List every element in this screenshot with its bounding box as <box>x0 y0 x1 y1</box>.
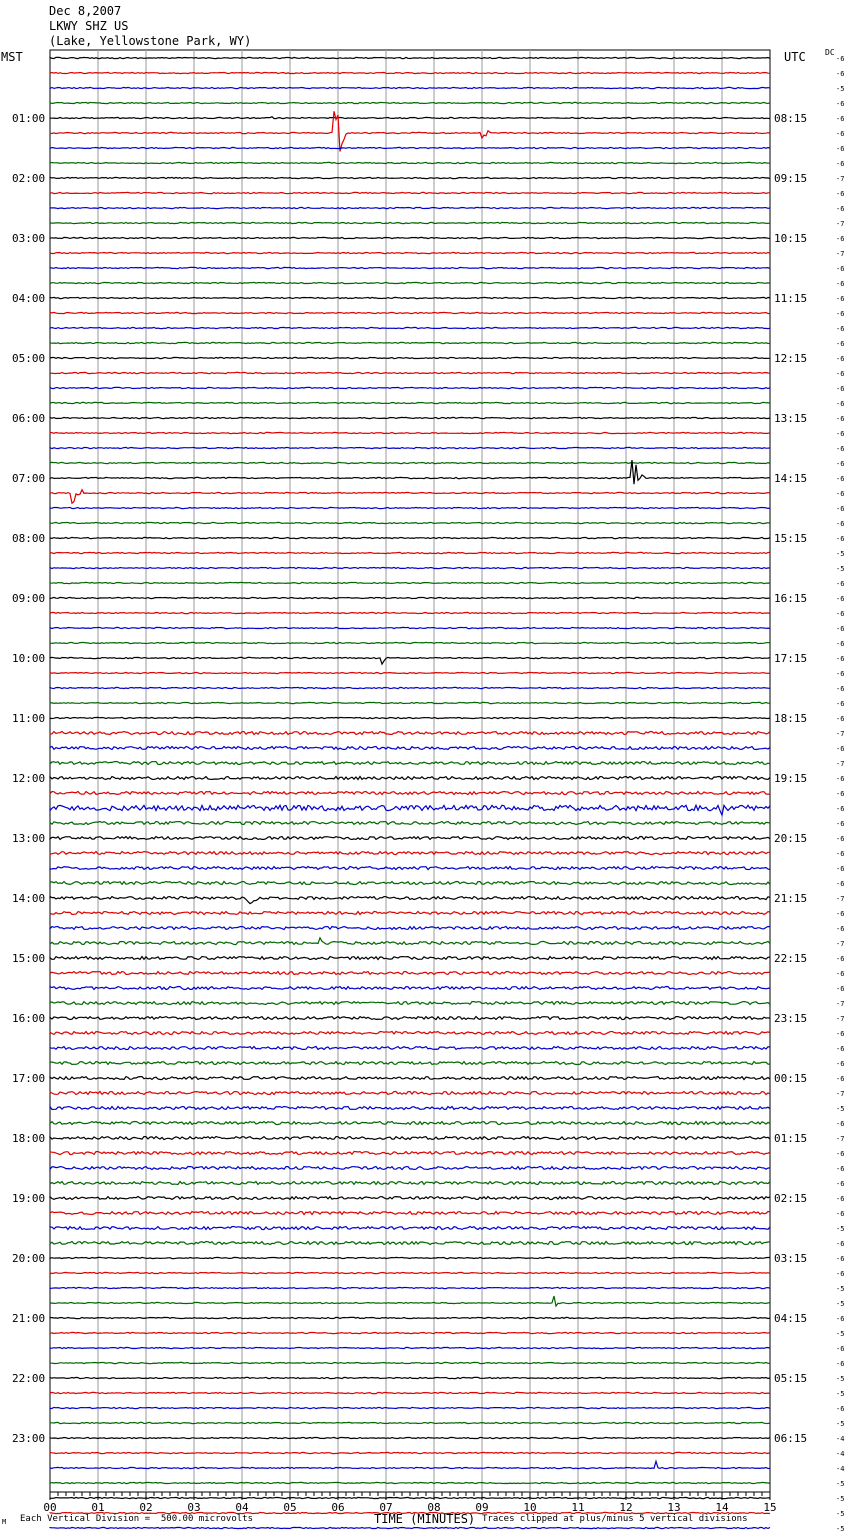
dc-offset-label: -6 <box>836 880 845 888</box>
plot-frame <box>50 50 770 1492</box>
dc-offset-label: -7 <box>836 1135 845 1143</box>
right-time-label: 02:15 <box>774 1192 808 1205</box>
seismic-trace <box>50 1527 770 1528</box>
seismic-trace <box>50 1167 770 1170</box>
left-time-label: 13:00 <box>12 832 46 845</box>
seismic-trace <box>50 402 770 403</box>
seismic-trace <box>50 522 770 523</box>
dc-offset-label: -6 <box>836 1255 845 1263</box>
dc-offset-label: -4 <box>836 1435 845 1443</box>
dc-offset-label: -6 <box>836 235 845 243</box>
dc-offset-label: -5 <box>836 565 845 573</box>
dc-offset-label: -5 <box>836 1420 845 1428</box>
x-tick-label: 00 <box>43 1501 57 1514</box>
left-time-label: 18:00 <box>12 1132 46 1145</box>
seismic-trace <box>50 432 770 433</box>
right-time-label: 20:15 <box>774 832 808 845</box>
right-time-label: 12:15 <box>774 352 808 365</box>
dc-offset-label: -5 <box>836 1480 845 1488</box>
seismic-trace <box>50 282 770 283</box>
left-time-label: 20:00 <box>12 1252 46 1265</box>
seismic-trace <box>50 1287 770 1288</box>
dc-offset-label: -6 <box>836 445 845 453</box>
seismic-trace <box>50 1377 770 1378</box>
dc-offset-label: -7 <box>836 1090 845 1098</box>
dc-offset-label: -6 <box>836 595 845 603</box>
clip-note: Traces clipped at plus/minus 5 vertical divisions <box>482 1514 748 1524</box>
dc-offset-label: -6 <box>836 535 845 543</box>
seismic-trace <box>50 237 770 238</box>
seismic-trace <box>50 897 770 904</box>
right-time-label: 01:15 <box>774 1132 808 1145</box>
left-time-label: 15:00 <box>12 952 46 965</box>
dc-offset-label: -6 <box>836 1165 845 1173</box>
dc-offset-label: -6 <box>836 205 845 213</box>
seismic-trace <box>50 357 770 358</box>
dc-offset-label: -6 <box>836 820 845 828</box>
dc-offset-label: -6 <box>836 490 845 498</box>
x-tick-label: 04 <box>235 1501 249 1514</box>
right-time-label: 03:15 <box>774 1252 808 1265</box>
seismic-trace <box>50 72 770 73</box>
seismic-trace <box>50 1227 770 1230</box>
seismic-trace <box>50 642 770 643</box>
dc-offset-label: -6 <box>836 160 845 168</box>
location-label: (Lake, Yellowstone Park, WY) <box>49 34 252 48</box>
seismic-trace <box>50 1407 770 1408</box>
right-time-label: 08:15 <box>774 112 808 125</box>
seismic-trace <box>50 1077 770 1080</box>
seismic-trace <box>50 717 770 718</box>
dc-offset-label: -6 <box>836 505 845 513</box>
left-time-label: 14:00 <box>12 892 46 905</box>
left-time-label: 08:00 <box>12 532 46 545</box>
seismic-trace <box>50 657 770 664</box>
seismic-trace <box>50 1017 770 1020</box>
dc-offset-label: -6 <box>836 430 845 438</box>
seismic-trace <box>50 1197 770 1200</box>
right-time-label: 05:15 <box>774 1372 808 1385</box>
seismic-trace <box>50 1257 770 1258</box>
seismic-trace <box>50 1032 770 1035</box>
dc-offset-label: -5 <box>836 1510 845 1518</box>
right-time-label: 14:15 <box>774 472 808 485</box>
dc-offset-label: -6 <box>836 100 845 108</box>
right-time-label: 23:15 <box>774 1012 808 1025</box>
left-timezone-label: MST <box>1 50 23 64</box>
seismic-trace <box>50 1272 770 1273</box>
seismic-trace <box>50 1212 770 1215</box>
x-axis-title: TIME (MINUTES) <box>374 1512 476 1526</box>
seismic-trace <box>50 252 770 253</box>
dc-offset-label: -6 <box>836 520 845 528</box>
seismic-trace <box>50 1092 770 1095</box>
seismic-trace <box>50 747 770 750</box>
dc-offset-label: -7 <box>836 760 845 768</box>
x-tick-label: 05 <box>283 1501 297 1514</box>
dc-offset-label: -5 <box>836 1375 845 1383</box>
seismic-trace <box>50 1137 770 1140</box>
dc-offset-label: -6 <box>836 790 845 798</box>
right-time-label: 19:15 <box>774 772 808 785</box>
seismic-trace <box>50 1047 770 1050</box>
dc-offset-label: -6 <box>836 655 845 663</box>
seismic-trace <box>50 1422 770 1423</box>
left-time-label: 02:00 <box>12 172 46 185</box>
dc-offset-label: -5 <box>836 1285 845 1293</box>
seismic-trace <box>50 192 770 193</box>
dc-offset-label: -6 <box>836 970 845 978</box>
dc-offset-label: -7 <box>836 730 845 738</box>
dc-offset-label: -6 <box>836 1045 845 1053</box>
dc-offset-label: -5 <box>836 1225 845 1233</box>
dc-offset-label: -7 <box>836 1000 845 1008</box>
dc-offset-label: -6 <box>836 1405 845 1413</box>
seismic-trace <box>50 702 770 703</box>
dc-offset-label: -6 <box>836 955 845 963</box>
dc-offset-label: -6 <box>836 1345 845 1353</box>
dc-offset-label: -7 <box>836 175 845 183</box>
dc-offset-label: -6 <box>836 55 845 63</box>
seismic-trace <box>50 1347 770 1348</box>
dc-offset-label: -6 <box>836 460 845 468</box>
seismic-trace <box>50 552 770 553</box>
left-time-label: 09:00 <box>12 592 46 605</box>
seismic-trace <box>50 1062 770 1065</box>
seismic-trace <box>50 57 770 58</box>
dc-offset-label: -6 <box>836 925 845 933</box>
left-time-label: 05:00 <box>12 352 46 365</box>
seismic-trace <box>50 822 770 825</box>
dc-offset-label: -6 <box>836 1030 845 1038</box>
dc-offset-label: -5 <box>836 1300 845 1308</box>
dc-offset-label: -6 <box>836 1060 845 1068</box>
seismic-trace <box>50 462 770 463</box>
dc-offset-label: -6 <box>836 715 845 723</box>
x-tick-label: 13 <box>667 1501 681 1514</box>
seismic-trace <box>50 207 770 208</box>
dc-offset-label: -6 <box>836 475 845 483</box>
dc-offset-label: -6 <box>836 625 845 633</box>
dc-offset-label: -7 <box>836 940 845 948</box>
seismic-trace <box>50 837 770 840</box>
seismic-trace <box>50 987 770 990</box>
station-label: LKWY SHZ US <box>49 19 129 33</box>
seismic-trace <box>50 117 770 119</box>
dc-offset-label: -5 <box>836 1105 845 1113</box>
dc-offset-label: -6 <box>836 1150 845 1158</box>
x-tick-label: 01 <box>91 1501 105 1514</box>
seismic-trace <box>50 1332 770 1333</box>
dc-offset-label: -6 <box>836 130 845 138</box>
right-time-label: 17:15 <box>774 652 808 665</box>
corner-mark: M <box>2 1518 7 1526</box>
x-tick-label: 08 <box>427 1501 441 1514</box>
seismic-trace <box>50 672 770 673</box>
seismic-trace <box>50 792 770 795</box>
seismic-trace <box>50 327 770 328</box>
x-tick-label: 14 <box>715 1501 729 1514</box>
dc-offset-label: -6 <box>836 385 845 393</box>
left-time-label: 12:00 <box>12 772 46 785</box>
dc-offset-label: -6 <box>836 835 845 843</box>
dc-offset-label: -6 <box>836 115 845 123</box>
dc-offset-label: -5 <box>836 1495 845 1503</box>
seismic-trace <box>50 612 770 613</box>
seismic-trace <box>50 927 770 930</box>
right-time-label: 22:15 <box>774 952 808 965</box>
right-time-label: 06:15 <box>774 1432 808 1445</box>
right-time-label: 13:15 <box>774 412 808 425</box>
seismic-trace <box>50 1122 770 1125</box>
seismic-trace <box>50 627 770 628</box>
seismic-trace <box>50 267 770 268</box>
left-time-label: 07:00 <box>12 472 46 485</box>
right-timezone-label: UTC <box>784 50 806 64</box>
dc-offset-label: -7 <box>836 1015 845 1023</box>
seismic-trace <box>50 177 770 178</box>
dc-offset-label: -6 <box>836 580 845 588</box>
seismic-trace <box>50 102 770 103</box>
seismic-trace <box>50 732 770 735</box>
seismic-trace <box>50 507 770 508</box>
seismic-trace <box>50 777 770 780</box>
seismic-trace <box>50 1392 770 1393</box>
seismic-trace <box>50 1152 770 1155</box>
right-time-label: 04:15 <box>774 1312 808 1325</box>
dc-offset-label: -6 <box>836 865 845 873</box>
seismic-trace <box>50 687 770 688</box>
x-tick-label: 15 <box>763 1501 777 1514</box>
seismic-trace <box>50 222 770 223</box>
x-tick-label: 03 <box>187 1501 201 1514</box>
seismic-trace <box>50 1497 770 1498</box>
seismic-trace <box>50 417 770 418</box>
seismic-trace <box>50 567 770 568</box>
right-time-label: 00:15 <box>774 1072 808 1085</box>
dc-offset-label: -6 <box>836 400 845 408</box>
dc-offset-label: -6 <box>836 850 845 858</box>
dc-offset-label: -5 <box>836 1330 845 1338</box>
seismic-trace <box>50 1437 770 1438</box>
x-tick-label: 09 <box>475 1501 489 1514</box>
dc-offset-label: -6 <box>836 1075 845 1083</box>
seismic-trace <box>50 1452 770 1453</box>
seismic-trace <box>50 87 770 88</box>
dc-offset-label: -6 <box>836 640 845 648</box>
seismic-trace <box>50 1296 770 1306</box>
dc-offset-label: -6 <box>836 910 845 918</box>
dc-offset-label: -6 <box>836 295 845 303</box>
left-time-label: 19:00 <box>12 1192 46 1205</box>
seismic-trace <box>50 912 770 915</box>
seismic-trace <box>50 867 770 870</box>
dc-offset-label: -6 <box>836 325 845 333</box>
x-tick-label: 06 <box>331 1501 345 1514</box>
dc-offset-label: -6 <box>836 775 845 783</box>
left-time-label: 11:00 <box>12 712 46 725</box>
dc-offset-label: -6 <box>836 310 845 318</box>
seismic-trace <box>50 1482 770 1483</box>
left-time-label: 21:00 <box>12 1312 46 1325</box>
x-tick-label: 07 <box>379 1501 393 1514</box>
seismic-trace <box>50 882 770 885</box>
seismic-trace <box>50 597 770 598</box>
dc-offset-label: -6 <box>836 1360 845 1368</box>
dc-offset-label: -5 <box>836 1525 845 1533</box>
dc-offset-label: -6 <box>836 1270 845 1278</box>
seismic-trace <box>50 490 770 504</box>
dc-offset-label: -6 <box>836 415 845 423</box>
dc-offset-label: -6 <box>836 805 845 813</box>
seismic-trace <box>50 1107 770 1110</box>
seismic-trace <box>50 342 770 343</box>
x-tick-label: 10 <box>523 1501 537 1514</box>
dc-offset-label: -6 <box>836 370 845 378</box>
seismic-trace <box>50 372 770 373</box>
seismic-trace <box>50 297 770 298</box>
scale-note: Each Vertical Division = 500.00 microvolts <box>20 1514 253 1524</box>
dc-offset-label: -7 <box>836 220 845 228</box>
seismic-trace <box>50 762 770 765</box>
seismic-trace <box>50 1242 770 1245</box>
dc-offset-label: -6 <box>836 1120 845 1128</box>
dc-offset-label: -6 <box>836 700 845 708</box>
dc-offset-label: -6 <box>836 745 845 753</box>
dc-offset-label: -6 <box>836 685 845 693</box>
seismic-trace <box>50 938 770 945</box>
seismic-trace <box>50 312 770 313</box>
dc-offset-label: -5 <box>836 85 845 93</box>
dc-offset-label: -6 <box>836 70 845 78</box>
dc-offset-label: -4 <box>836 1450 845 1458</box>
left-time-label: 04:00 <box>12 292 46 305</box>
dc-offset-label: -6 <box>836 1210 845 1218</box>
dc-offset-label: -6 <box>836 1195 845 1203</box>
dc-offset-label: -6 <box>836 190 845 198</box>
seismic-trace <box>50 447 770 448</box>
right-time-label: 15:15 <box>774 532 808 545</box>
seismic-trace <box>50 162 770 163</box>
right-time-label: 16:15 <box>774 592 808 605</box>
dc-offset-label: -7 <box>836 250 845 258</box>
seismic-trace <box>50 972 770 975</box>
left-time-label: 16:00 <box>12 1012 46 1025</box>
seismic-trace <box>50 1002 770 1005</box>
dc-offset-label: -6 <box>836 340 845 348</box>
dc-offset-label: -6 <box>836 145 845 153</box>
left-time-label: 17:00 <box>12 1072 46 1085</box>
right-time-label: 09:15 <box>774 172 808 185</box>
x-tick-label: 11 <box>571 1501 585 1514</box>
left-time-label: 10:00 <box>12 652 46 665</box>
dc-offset-label: -5 <box>836 550 845 558</box>
seismic-trace <box>50 805 770 815</box>
x-tick-label: 02 <box>139 1501 153 1514</box>
right-time-label: 10:15 <box>774 232 808 245</box>
dc-offset-label: -6 <box>836 1315 845 1323</box>
seismic-trace <box>50 1362 770 1363</box>
left-time-label: 03:00 <box>12 232 46 245</box>
left-time-label: 06:00 <box>12 412 46 425</box>
dc-offset-label: -6 <box>836 355 845 363</box>
dc-offset-label: -6 <box>836 265 845 273</box>
dc-offset-label: -6 <box>836 985 845 993</box>
left-time-label: 22:00 <box>12 1372 46 1385</box>
dc-offset-label: -6 <box>836 670 845 678</box>
dc-label: DC <box>825 48 835 57</box>
seismic-trace <box>50 147 770 148</box>
dc-offset-label: -5 <box>836 1390 845 1398</box>
seismic-trace <box>50 537 770 538</box>
seismic-trace <box>50 1182 770 1185</box>
dc-offset-label: -7 <box>836 895 845 903</box>
seismic-trace <box>50 852 770 855</box>
seismic-trace <box>50 1461 770 1468</box>
seismic-trace <box>50 1317 770 1318</box>
right-time-label: 18:15 <box>774 712 808 725</box>
left-time-label: 01:00 <box>12 112 46 125</box>
seismic-trace <box>50 957 770 960</box>
seismic-trace <box>50 387 770 388</box>
x-tick-label: 12 <box>619 1501 633 1514</box>
date-label: Dec 8,2007 <box>49 4 122 18</box>
dc-offset-label: -6 <box>836 1240 845 1248</box>
dc-offset-label: -6 <box>836 1180 845 1188</box>
left-time-label: 23:00 <box>12 1432 46 1445</box>
seismic-trace <box>50 582 770 583</box>
right-time-label: 11:15 <box>774 292 808 305</box>
dc-offset-label: -6 <box>836 610 845 618</box>
right-time-label: 21:15 <box>774 892 808 905</box>
dc-offset-label: -4 <box>836 1465 845 1473</box>
dc-offset-label: -6 <box>836 280 845 288</box>
